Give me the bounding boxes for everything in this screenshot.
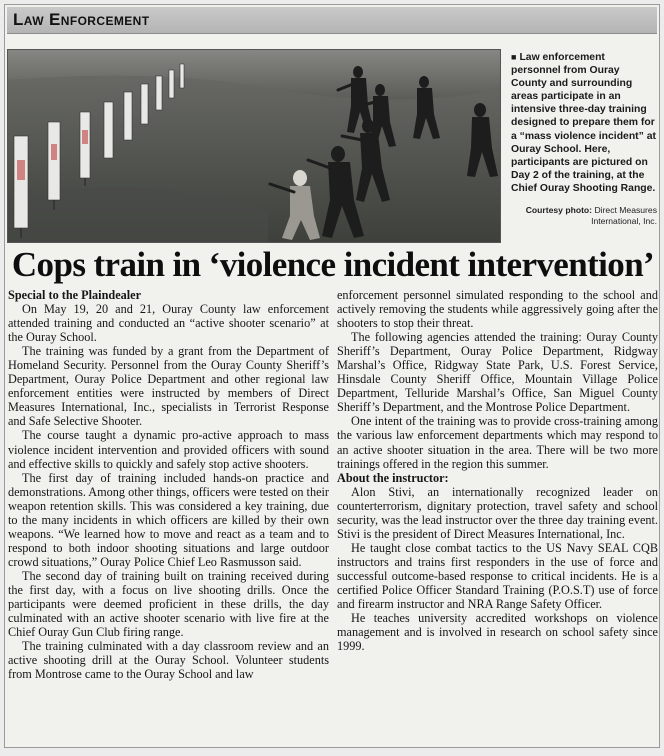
credit-label: Courtesy photo: [525, 205, 593, 215]
photo-caption [511, 51, 657, 195]
paragraph: He teaches university accredited workshops on violence management and is involved in research on school safety since 1999. [337, 611, 658, 654]
paragraph: The course taught a dynamic pro-active approach to mass violence incident intervention and provided officers with sound and effective skills to quickly and safely stop active shooters. [8, 428, 329, 471]
paragraph-continued: enforcement personnel simulated responding to the school and actively removing the students while aggressively going after the shooters to stop their threat. [337, 288, 658, 331]
paragraph: The first day of training included hands-on practice and demonstrations. Among other things, officers were tested on their weapon retention skills. This was considered a key training, due to the many incidents in which officers are killed by their own weapons. “We learned how to move and react as a team and to respond to both indoor shooting situations and large outdoor crowd situations,” Ouray Police Chief Leo Rasmusson said. [8, 470, 329, 569]
section-header-bar [7, 7, 657, 34]
byline: Special to the Plaindealer [8, 288, 142, 302]
training-photo [7, 49, 501, 243]
article-column-left [8, 288, 329, 681]
paragraph: Alon Stivi, an internationally recognized leader on counterterrorism, dignitary protection, travel safety and school security, was the lead instructor over the three day training event. Stivi is the president of Direct Measures International, Inc. [337, 484, 658, 541]
article-column-right [337, 288, 658, 653]
photo-credit [511, 205, 657, 227]
newspaper-clipping [4, 4, 660, 748]
paragraph: The training was funded by a grant from the Department of Homeland Security. Personnel from the Ouray County Sheriff’s Department, Ouray Police Department and other regional law enforcement entities were instructed by members of Direct Measures International, Inc., specialists in Terrorist Response and Safe Selective Shooter. [8, 344, 329, 429]
paragraph: He taught close combat tactics to the US Navy SEAL CQB instructors and trains first responders in the use of force and successful outcome-based response to critical incidents. He is a certified Police Officer Standard Training (P.O.S.T) use of force and firearm instructor and NRA Range Safety Officer. [337, 540, 658, 612]
paragraph: The following agencies attended the training: Ouray County Sheriff’s Department, Ouray Police Department, Ridgway Marshal’s Office, Ridgway State Park, U.S. Forest Service, Hinsdale County Sheriff Office, Mountain Village Police Department, Telluride Marshal’s Office, San Miguel County Sheriff’s Department, and the Montrose Police Department. [337, 330, 658, 415]
paragraph: The training culminated with a day classroom review and an active shooting drill at the Ouray School. Volunteer students from Montrose came to the Ouray School and law [8, 639, 329, 682]
subhead-about-instructor: About the instructor: [337, 470, 449, 485]
article-headline: Cops train in ‘violence incident intervention’ [11, 245, 655, 284]
paragraph: One intent of the training was to provide cross-training among the various law enforcement departments which may respond to an active shooter situation in the area. There will be two more trainings offered in the region this summer. [337, 414, 658, 471]
caption-bullet-icon: ■ [511, 52, 517, 62]
credit-source: Direct Measures International, Inc. [591, 205, 657, 226]
caption-text: Law enforcement personnel from Ouray County and surrounding areas participate in an intensive three-day training designed to prepare them for a “mass violence incident” at Ouray School. Here, participants are pictured on Day 2 of the training, at the Chief Ouray Shooting Range. [511, 52, 656, 194]
section-label: Law Enforcement [13, 10, 150, 29]
paragraph: On May 19, 20 and 21, Ouray County law enforcement attended training and conducted an “active shooter scenario” at the Ouray School. [8, 302, 329, 345]
shooting-range-photo [8, 50, 500, 242]
paragraph: The second day of training built on training received during the first day, with a focus on live shooting drills. Once the participants were deemed proficient in these drills, the day culminated with an active shooter scenario with live fire at the Chief Ouray Gun Club firing range. [8, 568, 329, 640]
